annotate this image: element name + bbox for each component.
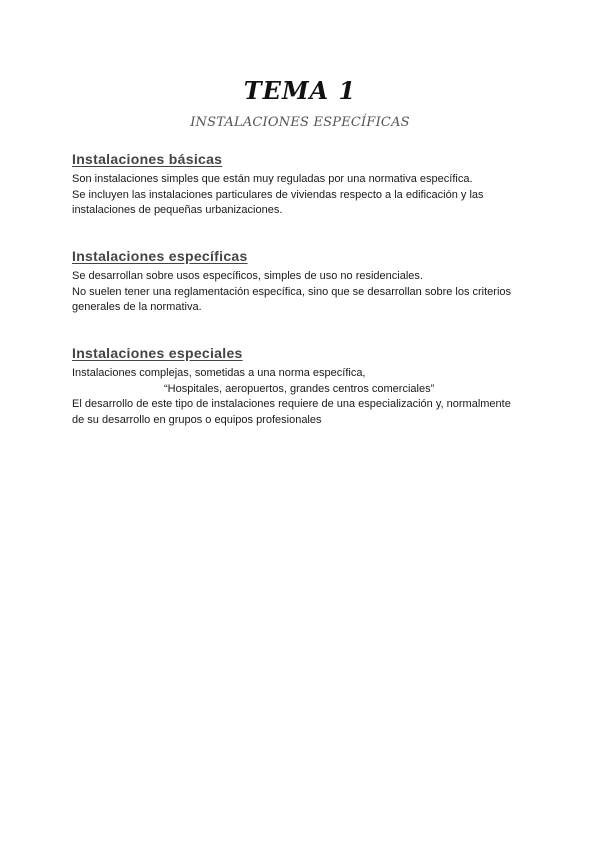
section-heading: Instalaciones básicas [72, 151, 223, 167]
paragraph-line: de su desarrollo en grupos o equipos profesionales [72, 413, 322, 426]
section-instalaciones-especiales [72, 345, 542, 428]
section-instalaciones-especificas [72, 248, 542, 316]
paragraph-line: El desarrollo de este tipo de instalaciones requiere de una especialización y, normalmente [72, 398, 511, 410]
paragraph-line: generales de la normativa. [72, 301, 202, 313]
section-heading: Instalaciones específicas [72, 248, 248, 264]
paragraph-line: Se desarrollan sobre usos específicos, simples de uso no residenciales. [72, 270, 423, 282]
paragraph-line: Instalaciones complejas, sometidas a una norma específica, [72, 367, 366, 379]
paragraph-line: No suelen tener una reglamentación específica, sino que se desarrollan sobre los criterios [72, 285, 512, 298]
paragraph-line: Se incluyen las instalaciones particulares de viviendas respecto a la edificación y las [72, 188, 484, 201]
section-heading: Instalaciones especiales [72, 345, 243, 361]
quoted-examples: “Hospitales, aeropuertos, grandes centros comerciales” [164, 382, 435, 395]
paragraph-line: instalaciones de pequeñas urbanizaciones. [72, 204, 283, 216]
paragraph-line: Son instalaciones simples que están muy reguladas por una normativa específica. [72, 173, 473, 185]
page-title: TEMA 1 [243, 76, 357, 105]
section-instalaciones-basicas [72, 151, 542, 219]
page-subtitle: INSTALACIONES ESPECÍFICAS [190, 115, 410, 130]
